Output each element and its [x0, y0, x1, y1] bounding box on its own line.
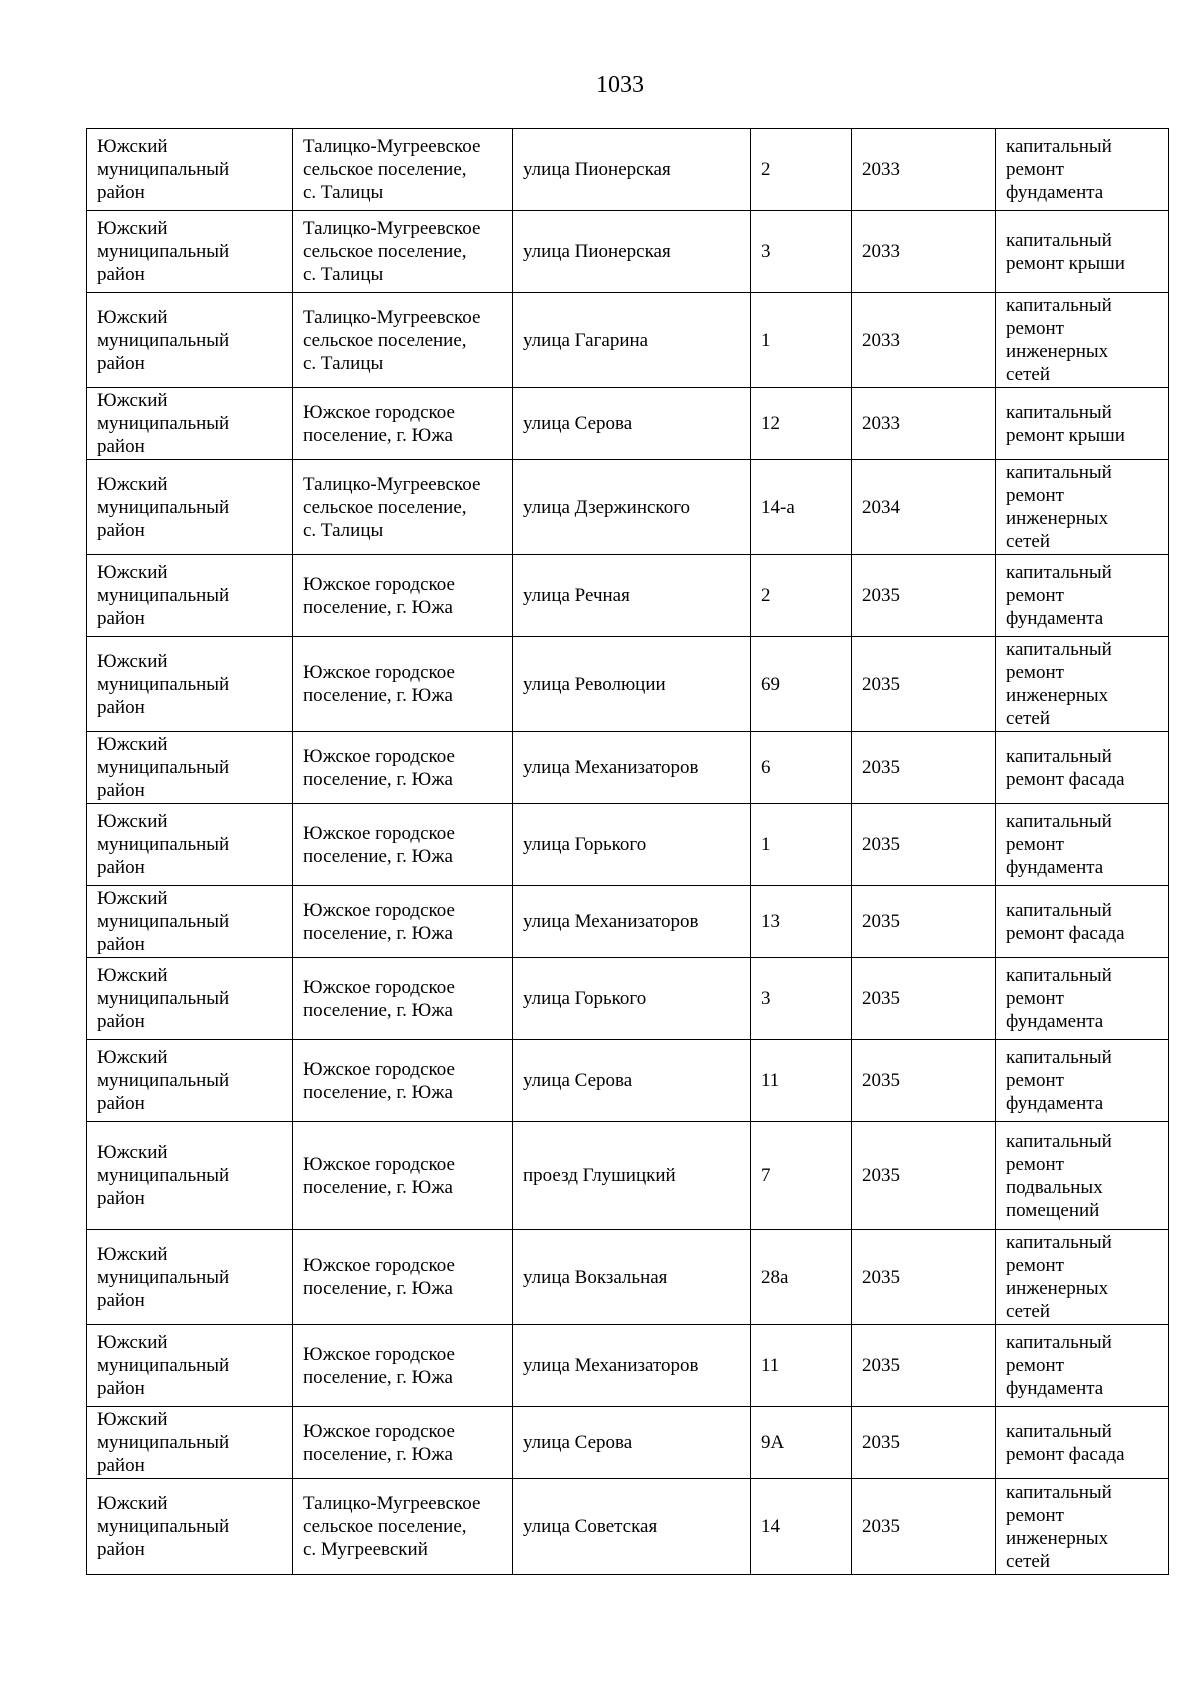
table-row [87, 804, 1169, 886]
table-body [87, 129, 1169, 1575]
table-row [87, 886, 1169, 958]
cell-work: капитальный ремонт фундамента [996, 1040, 1169, 1122]
cell-year: 2033 [852, 388, 996, 460]
cell-house: 3 [751, 958, 852, 1040]
cell-settlement: Талицко-Мугреевское сельское поселение, с. Талицы [293, 293, 513, 388]
table-row [87, 1230, 1169, 1325]
cell-work: капитальный ремонт фундамента [996, 555, 1169, 637]
cell-year: 2035 [852, 637, 996, 732]
cell-house: 2 [751, 555, 852, 637]
cell-settlement: Южское городское поселение, г. Южа [293, 388, 513, 460]
cell-settlement: Южское городское поселение, г. Южа [293, 1325, 513, 1407]
cell-district: Южский муниципальный район [87, 1040, 293, 1122]
cell-house: 13 [751, 886, 852, 958]
cell-settlement: Южское городское поселение, г. Южа [293, 886, 513, 958]
cell-street: улица Горького [513, 958, 751, 1040]
cell-street: улица Революции [513, 637, 751, 732]
cell-house: 2 [751, 129, 852, 211]
cell-district: Южский муниципальный район [87, 293, 293, 388]
cell-district: Южский муниципальный район [87, 555, 293, 637]
cell-settlement: Южское городское поселение, г. Южа [293, 1122, 513, 1230]
table-row [87, 1122, 1169, 1230]
cell-street: улица Пионерская [513, 129, 751, 211]
cell-settlement: Южское городское поселение, г. Южа [293, 1040, 513, 1122]
cell-work: капитальный ремонт крыши [996, 388, 1169, 460]
cell-year: 2035 [852, 886, 996, 958]
cell-street: улица Механизаторов [513, 1325, 751, 1407]
cell-house: 7 [751, 1122, 852, 1230]
cell-work: капитальный ремонт инженерных сетей [996, 293, 1169, 388]
cell-street: улица Серова [513, 388, 751, 460]
table-row [87, 555, 1169, 637]
table-row [87, 460, 1169, 555]
cell-district: Южский муниципальный район [87, 211, 293, 293]
table-row [87, 211, 1169, 293]
table-row [87, 732, 1169, 804]
cell-work: капитальный ремонт фундамента [996, 804, 1169, 886]
cell-district: Южский муниципальный район [87, 732, 293, 804]
cell-street: улица Советская [513, 1479, 751, 1575]
cell-district: Южский муниципальный район [87, 388, 293, 460]
table-row [87, 1325, 1169, 1407]
cell-settlement: Талицко-Мугреевское сельское поселение, с. Талицы [293, 460, 513, 555]
cell-street: улица Речная [513, 555, 751, 637]
cell-district: Южский муниципальный район [87, 958, 293, 1040]
cell-house: 12 [751, 388, 852, 460]
cell-settlement: Южское городское поселение, г. Южа [293, 804, 513, 886]
cell-work: капитальный ремонт инженерных сетей [996, 1479, 1169, 1575]
cell-work: капитальный ремонт фасада [996, 1407, 1169, 1479]
cell-district: Южский муниципальный район [87, 1230, 293, 1325]
cell-street: улица Пионерская [513, 211, 751, 293]
cell-house: 69 [751, 637, 852, 732]
table-row [87, 388, 1169, 460]
cell-street: улица Гагарина [513, 293, 751, 388]
cell-settlement: Талицко-Мугреевское сельское поселение, с. Талицы [293, 129, 513, 211]
cell-settlement: Южское городское поселение, г. Южа [293, 1230, 513, 1325]
cell-district: Южский муниципальный район [87, 886, 293, 958]
cell-settlement: Талицко-Мугреевское сельское поселение, с. Талицы [293, 211, 513, 293]
cell-house: 3 [751, 211, 852, 293]
cell-house: 1 [751, 293, 852, 388]
cell-year: 2033 [852, 293, 996, 388]
cell-house: 1 [751, 804, 852, 886]
table-row [87, 637, 1169, 732]
cell-work: капитальный ремонт фундамента [996, 129, 1169, 211]
cell-street: улица Дзержинского [513, 460, 751, 555]
cell-house: 9А [751, 1407, 852, 1479]
cell-street: улица Механизаторов [513, 732, 751, 804]
cell-year: 2035 [852, 1122, 996, 1230]
cell-district: Южский муниципальный район [87, 1407, 293, 1479]
cell-work: капитальный ремонт инженерных сетей [996, 637, 1169, 732]
cell-district: Южский муниципальный район [87, 1122, 293, 1230]
cell-year: 2035 [852, 1407, 996, 1479]
cell-settlement: Южское городское поселение, г. Южа [293, 555, 513, 637]
cell-street: улица Механизаторов [513, 886, 751, 958]
cell-settlement: Южское городское поселение, г. Южа [293, 1407, 513, 1479]
cell-street: улица Серова [513, 1407, 751, 1479]
cell-house: 14 [751, 1479, 852, 1575]
cell-work: капитальный ремонт инженерных сетей [996, 460, 1169, 555]
cell-work: капитальный ремонт крыши [996, 211, 1169, 293]
cell-district: Южский муниципальный район [87, 129, 293, 211]
cell-street: улица Горького [513, 804, 751, 886]
cell-year: 2035 [852, 804, 996, 886]
cell-district: Южский муниципальный район [87, 460, 293, 555]
table-row [87, 958, 1169, 1040]
cell-district: Южский муниципальный район [87, 637, 293, 732]
cell-house: 28а [751, 1230, 852, 1325]
table-row [87, 1479, 1169, 1575]
cell-year: 2035 [852, 555, 996, 637]
cell-house: 11 [751, 1040, 852, 1122]
cell-work: капитальный ремонт фасада [996, 886, 1169, 958]
cell-street: проезд Глушицкий [513, 1122, 751, 1230]
cell-year: 2035 [852, 732, 996, 804]
cell-settlement: Южское городское поселение, г. Южа [293, 958, 513, 1040]
cell-settlement: Южское городское поселение, г. Южа [293, 732, 513, 804]
cell-district: Южский муниципальный район [87, 1325, 293, 1407]
cell-year: 2035 [852, 958, 996, 1040]
cell-work: капитальный ремонт инженерных сетей [996, 1230, 1169, 1325]
cell-year: 2035 [852, 1325, 996, 1407]
page-number: 1033 [596, 72, 644, 98]
cell-work: капитальный ремонт фасада [996, 732, 1169, 804]
table-row [87, 129, 1169, 211]
cell-street: улица Вокзальная [513, 1230, 751, 1325]
cell-street: улица Серова [513, 1040, 751, 1122]
table-row [87, 1407, 1169, 1479]
table-row [87, 1040, 1169, 1122]
cell-settlement: Южское городское поселение, г. Южа [293, 637, 513, 732]
cell-year: 2035 [852, 1230, 996, 1325]
cell-work: капитальный ремонт подвальных помещений [996, 1122, 1169, 1230]
cell-year: 2033 [852, 211, 996, 293]
repair-schedule-table [86, 128, 1169, 1575]
cell-house: 11 [751, 1325, 852, 1407]
cell-district: Южский муниципальный район [87, 1479, 293, 1575]
cell-settlement: Талицко-Мугреевское сельское поселение, с. Мугреевский [293, 1479, 513, 1575]
cell-year: 2034 [852, 460, 996, 555]
table-row [87, 293, 1169, 388]
cell-work: капитальный ремонт фундамента [996, 958, 1169, 1040]
cell-house: 6 [751, 732, 852, 804]
cell-year: 2035 [852, 1479, 996, 1575]
cell-district: Южский муниципальный район [87, 804, 293, 886]
cell-work: капитальный ремонт фундамента [996, 1325, 1169, 1407]
cell-year: 2035 [852, 1040, 996, 1122]
cell-year: 2033 [852, 129, 996, 211]
cell-house: 14-а [751, 460, 852, 555]
